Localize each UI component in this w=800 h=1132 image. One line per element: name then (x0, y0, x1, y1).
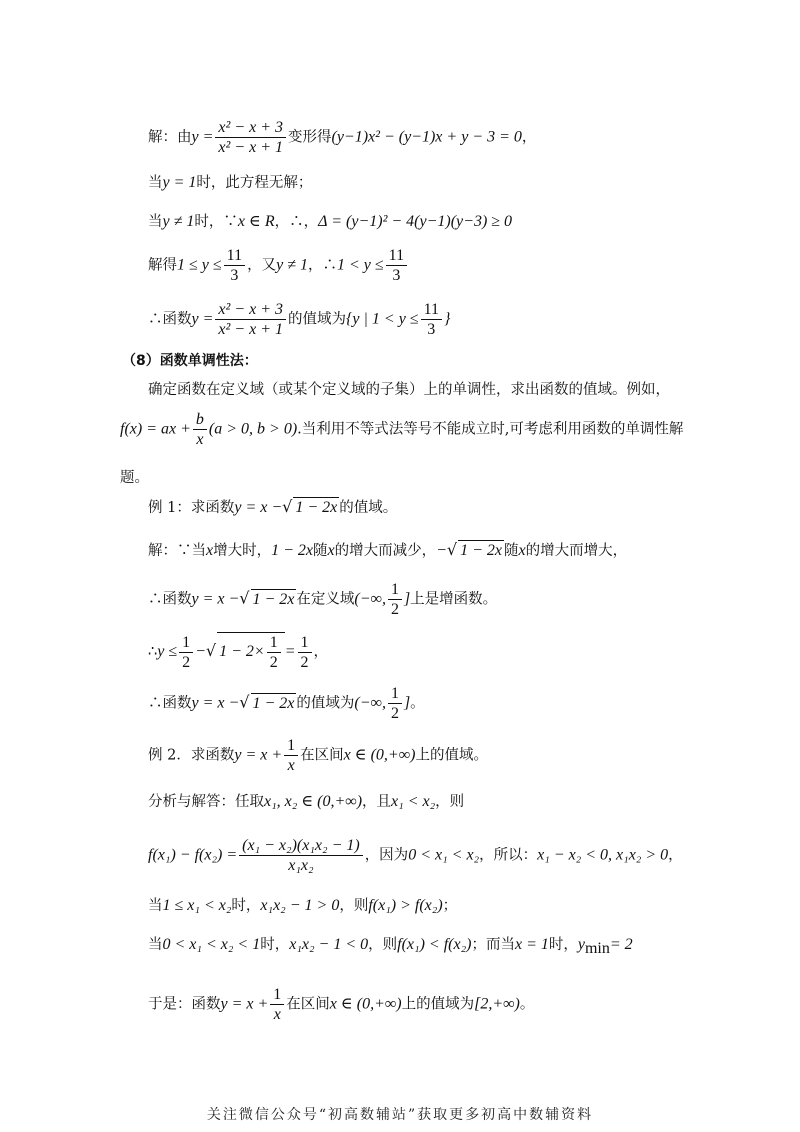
fraction (388, 580, 402, 619)
equation: x ∈ R (237, 213, 275, 230)
radicand: 1 − 2x (252, 694, 295, 712)
fraction (298, 633, 312, 672)
text: ，又 (247, 257, 277, 274)
text: 于是：函数 (148, 996, 221, 1013)
numerator: 1 (388, 580, 402, 600)
fraction (270, 985, 284, 1024)
numerator: (x₁ − x₂)(x₁x₂ − 1) (239, 836, 363, 856)
numerator: x² − x + 3 (215, 118, 286, 138)
equation: y = x − (191, 590, 240, 608)
denominator: 3 (427, 321, 436, 338)
numerator: b (193, 410, 207, 430)
equation: − (195, 643, 206, 661)
variable: x (206, 542, 214, 559)
denominator: 2 (390, 601, 399, 618)
numerator: 11 (386, 246, 407, 266)
equation: f(x₁) < f(x₂) (397, 936, 472, 953)
text: ， (313, 644, 329, 661)
text: 解：∵当 (148, 543, 206, 559)
text: 增大时， (213, 543, 272, 559)
equation: y ≠ 1 (162, 213, 195, 230)
equation: f(x) = ax + (120, 420, 191, 438)
radicand: 1 − 2x (295, 499, 338, 516)
text: 解得 (148, 257, 177, 274)
equation: 0 < x₁ < x₂ (408, 846, 480, 864)
example-1-step-2 (148, 580, 497, 619)
equation: 1 ≤ y ≤ (177, 256, 222, 274)
fraction (239, 836, 363, 875)
text: 当 (148, 175, 163, 191)
sqrt-sign: √ (205, 641, 217, 661)
variable: x (518, 542, 526, 559)
text: 上的值域。 (415, 747, 488, 764)
equation: ] (403, 694, 411, 712)
equation: x ∈ (0,+∞) (329, 995, 402, 1013)
numerator: 1 (388, 684, 402, 704)
text: ， (668, 847, 683, 864)
variable: x (327, 542, 335, 559)
text: .当利用不等式法等号不能成立时,可考虑利用函数的单调性解 (297, 421, 684, 438)
equation: y = x + (234, 746, 283, 764)
text: 上的值域为 (401, 996, 475, 1013)
text: ，∴， (274, 214, 319, 230)
equation: y (577, 936, 585, 953)
equation: x ∈ (0,+∞) (343, 746, 416, 764)
text: ；而当 (471, 937, 515, 953)
equation: f(x₁) > f(x₂) (368, 897, 443, 914)
text: ，则 (368, 937, 398, 953)
sqrt-sign: √ (282, 497, 293, 516)
fraction (215, 300, 286, 339)
example-2-analysis-4 (148, 935, 633, 959)
fraction (193, 410, 207, 449)
text: 分析与解答：任取 (148, 794, 264, 810)
equation: y = (191, 310, 214, 328)
numerator: 1 (298, 633, 312, 653)
example-2-title (148, 736, 488, 775)
example-2-conclusion (148, 985, 534, 1024)
example-1-step-4 (148, 684, 425, 723)
solution-line-5 (148, 300, 450, 339)
text: ， (521, 129, 537, 146)
example-2-analysis-2 (148, 836, 683, 875)
equation: y = x − (191, 694, 240, 712)
equation: x₁x₂ − 1 < 0 (289, 936, 369, 953)
text: 时，∵ (194, 214, 238, 230)
radicand (217, 632, 285, 672)
text: 时， (548, 937, 578, 953)
equation: x₁, x₂ ∈ (0,+∞) (264, 793, 363, 810)
footer-note: 关注微信公众号“初高数辅站”获取更多初高中数辅资料 (206, 1107, 594, 1123)
equation: y ≤ (157, 643, 178, 661)
example-2-analysis-1 (148, 792, 464, 812)
text: 的值域为 (296, 695, 355, 712)
denominator: x (287, 757, 295, 774)
subscript: min (584, 939, 610, 957)
equation: 1 ≤ x₁ < x₂ (162, 897, 232, 914)
equation: (−∞, (354, 590, 386, 608)
text: ∴函数 (148, 311, 192, 328)
denominator: 2 (300, 653, 309, 671)
equation: − (436, 542, 447, 559)
denominator: x² − x + 1 (218, 139, 283, 156)
text: 。 (519, 996, 535, 1013)
text: 的值域为 (288, 311, 346, 328)
equation: {y | 1 < y ≤ (346, 310, 419, 328)
denominator: 2 (390, 705, 399, 722)
text: 在区间 (286, 996, 330, 1013)
equation: 1 − 2x (271, 542, 314, 559)
numerator: 1 (179, 633, 193, 653)
equation: 1 < y ≤ (336, 256, 384, 274)
equation: x₁ − x₂ < 0, x₁x₂ > 0 (537, 846, 669, 864)
solution-line-3 (148, 212, 512, 232)
numerator: 11 (224, 246, 245, 266)
equation: x = 1 (514, 936, 549, 953)
section-heading: （8）函数单调性法： (122, 353, 258, 369)
equation: x₁ < x₂ (391, 793, 436, 810)
text: ，因为 (364, 847, 409, 864)
text: ，∴ (307, 257, 337, 274)
equation: y ≠ 1 (276, 256, 308, 274)
text: ∴ (148, 644, 158, 661)
text: ，则 (435, 794, 465, 810)
sqrt-sign: √ (446, 540, 458, 559)
radicand-text: 1 − 2× (219, 643, 265, 661)
solution-line-4 (148, 246, 409, 285)
equation: y = x − (234, 499, 283, 516)
text: 例 1：求函数 (148, 500, 235, 516)
numerator: x² − x + 3 (215, 300, 286, 320)
denominator: 2 (269, 654, 278, 671)
equation: (a > 0, b > 0) (208, 420, 298, 438)
denominator: x₁x₂ (288, 857, 314, 874)
text: 时， (231, 898, 261, 914)
fraction (215, 118, 286, 157)
text: 变形得 (288, 129, 332, 146)
text: 。 (410, 695, 425, 712)
text: 例 2．求函数 (148, 747, 235, 764)
denominator: x (196, 431, 204, 448)
solution-line-2 (148, 173, 312, 193)
example-2-analysis-3 (148, 896, 457, 916)
equation: x₁x₂ − 1 > 0 (260, 897, 340, 914)
text: 当 (148, 214, 163, 230)
equation: 0 < x₁ < x₂ < 1 (162, 936, 261, 953)
equation: ] (403, 590, 411, 608)
example-1-title (148, 497, 397, 518)
text: 当 (148, 898, 163, 914)
text: ，且 (362, 794, 392, 810)
radicand: 1 − 2x (252, 590, 295, 608)
equation: (y−1)x² − (y−1)x + y − 3 = 0 (331, 128, 522, 146)
radicand: 1 − 2x (460, 542, 503, 559)
solution-line-1 (148, 118, 536, 157)
text: 时， (260, 937, 290, 953)
text: 的值域。 (339, 500, 398, 516)
fraction (388, 684, 402, 723)
section-text: 确定函数在定义域（或某个定义域的子集）上的单调性，求出函数的值域。例如， (148, 382, 670, 398)
text: ∴函数 (148, 591, 192, 608)
text: 上是增函数。 (410, 591, 498, 608)
numerator: 1 (267, 633, 281, 653)
text: ∴函数 (148, 695, 192, 712)
fraction (421, 300, 442, 339)
text: 随 (504, 543, 519, 559)
equation: y = x + (220, 995, 269, 1013)
equation: Δ = (y−1)² − 4(y−1)(y−3) ≥ 0 (318, 213, 513, 230)
math: y = (191, 128, 214, 146)
equation: (−∞, (354, 694, 386, 712)
sqrt-sign: √ (239, 588, 250, 608)
text: 的增大而减少， (334, 543, 437, 559)
text: 在区间 (300, 747, 344, 764)
sqrt-sign: √ (239, 692, 250, 712)
equation: f(x₁) − f(x₂) = (148, 846, 238, 864)
denominator: 2 (182, 653, 191, 671)
text: 解：由 (148, 129, 192, 146)
equation: = (284, 643, 296, 661)
fraction (179, 633, 193, 672)
text: 的增大而增大， (525, 543, 628, 559)
section-text-end: 题。 (120, 470, 149, 486)
numerator: 1 (270, 985, 284, 1005)
text: ； (442, 898, 458, 914)
example-1-step-3 (148, 632, 328, 672)
text: 当 (148, 937, 163, 953)
denominator: 3 (230, 267, 239, 284)
equation: = 2 (609, 936, 633, 953)
fraction (224, 246, 245, 285)
text: 在定义域 (296, 591, 355, 608)
equation: y = 1 (162, 174, 197, 191)
text: 随 (313, 543, 328, 559)
denominator: 3 (392, 267, 401, 284)
section-formula-line (120, 410, 683, 449)
equation: [2,+∞) (474, 995, 520, 1013)
numerator: 1 (284, 736, 298, 756)
denominator: x (273, 1006, 281, 1023)
equation: } (443, 310, 451, 328)
fraction (267, 633, 281, 672)
text: ，所以： (479, 847, 538, 864)
text: ，则 (339, 898, 369, 914)
text: 时，此方程无解； (196, 175, 313, 191)
fraction (386, 246, 407, 285)
example-1-step-1 (148, 540, 627, 561)
fraction (284, 736, 298, 775)
numerator: 11 (421, 300, 442, 320)
denominator: x² − x + 1 (218, 321, 283, 338)
